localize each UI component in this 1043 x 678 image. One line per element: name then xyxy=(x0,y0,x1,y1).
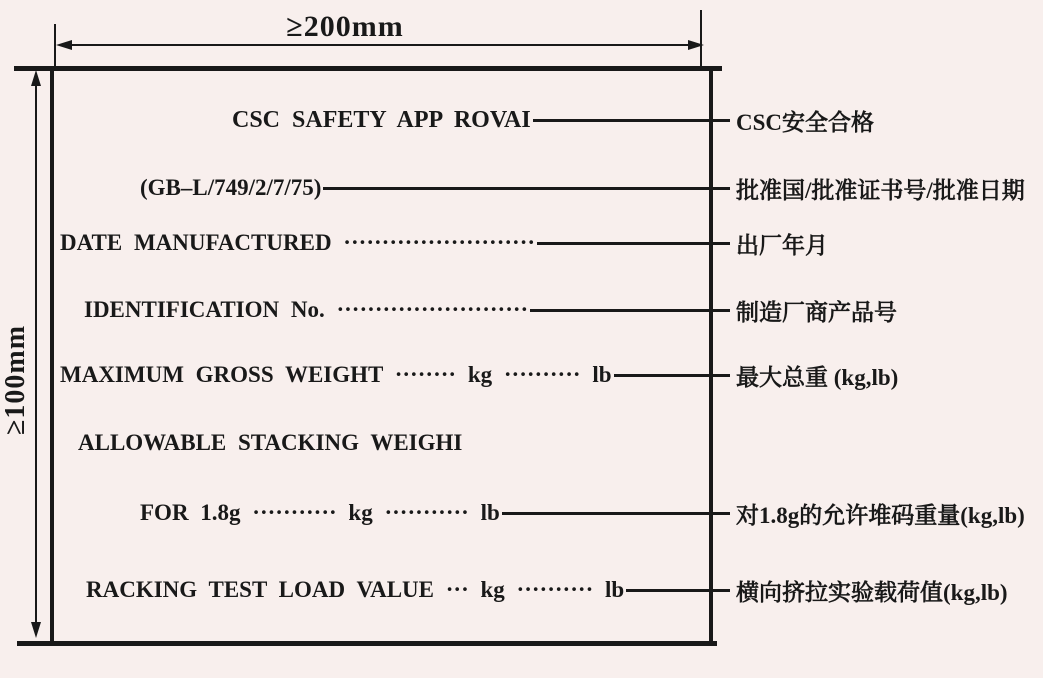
arrowhead-up-icon xyxy=(31,70,41,86)
arrowhead-down-icon xyxy=(31,622,41,638)
row-label-zh: 批准国/批准证书号/批准日期 xyxy=(736,177,1025,203)
plate-row-approval-number xyxy=(56,170,1040,206)
row-label-en: IDENTIFICATION No. ························· xyxy=(84,297,529,322)
row-label-en: RACKING TEST LOAD VALUE ··· kg ·········· lb xyxy=(86,577,625,602)
row-label-en: DATE MANUFACTURED ························· xyxy=(60,230,536,255)
leader-line xyxy=(323,187,730,190)
row-label-zh: 横向挤拉实验载荷值(kg,lb) xyxy=(736,579,1008,605)
leader-line xyxy=(626,589,730,592)
plate-row-csc-safety-approval xyxy=(56,102,1040,138)
leader-line xyxy=(502,512,730,515)
plate-border-right xyxy=(709,66,713,646)
leader-line xyxy=(533,119,730,122)
row-label-en: ALLOWABLE STACKING WEIGHI xyxy=(78,430,463,455)
leader-line xyxy=(614,374,730,377)
row-label-zh: 最大总重 (kg,lb) xyxy=(736,364,899,390)
row-label-zh: 对1.8g的允许堆码重量(kg,lb) xyxy=(736,502,1025,528)
plate-border-top xyxy=(14,66,722,71)
width-dimension-label: ≥200mm xyxy=(286,10,404,43)
row-label-en: FOR 1.8g ··········· kg ··········· lb xyxy=(140,500,500,525)
row-label-en: MAXIMUM GROSS WEIGHT ········ kg ·········· lb xyxy=(60,362,612,387)
plate-border-left xyxy=(50,66,54,646)
leader-line xyxy=(464,442,730,445)
plate-row-for-1-8g xyxy=(56,495,1040,531)
plate-row-racking-test-load-value xyxy=(56,572,1040,608)
plate-border-bottom xyxy=(17,641,717,646)
plate-row-date-manufactured xyxy=(56,225,1040,261)
height-dimension-label: ≥100mm xyxy=(0,325,31,436)
arrowhead-left-icon xyxy=(56,40,72,50)
plate-row-allowable-stacking-weight xyxy=(56,425,1040,461)
leader-line xyxy=(530,309,730,312)
row-label-zh: 出厂年月 xyxy=(736,232,828,258)
row-label-zh: 制造厂商产品号 xyxy=(736,299,897,325)
plate-row-identification-no xyxy=(56,292,1040,328)
row-label-zh: CSC安全合格 xyxy=(736,109,875,135)
row-label-en: CSC SAFETY APP ROVAI xyxy=(232,106,531,133)
height-dimension-line xyxy=(35,78,37,634)
width-dimension-line xyxy=(60,44,700,46)
row-label-en: (GB–L/749/2/7/75) xyxy=(140,175,322,200)
arrowhead-right-icon xyxy=(688,40,704,50)
leader-line xyxy=(537,242,730,245)
plate-row-maximum-gross-weight xyxy=(56,357,1040,393)
width-extension-line-right xyxy=(700,10,702,66)
